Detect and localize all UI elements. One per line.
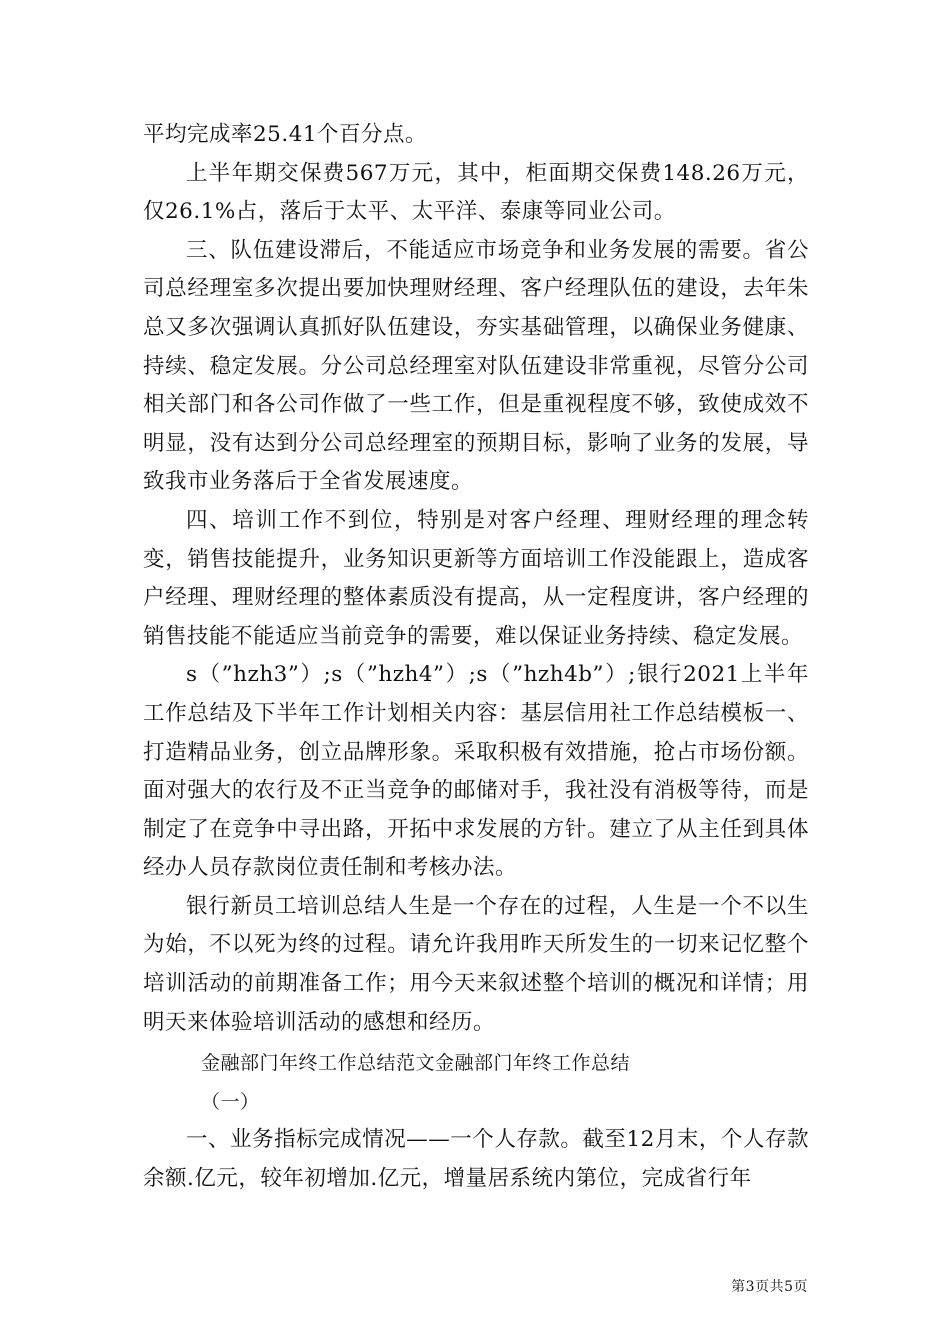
page-number: 第3页共5页 [731, 1279, 808, 1295]
section-heading: 金融部门年终工作总结范文金融部门年终工作总结 [201, 1052, 631, 1075]
section-subheading: （一） [201, 1090, 260, 1113]
paragraph-business-indicators: 一、业务指标完成情况——一个人存款。截至12月末，个人存款余额.亿元，较年初增加.亿元，增量居系统内第位，完成省行年 [143, 1127, 809, 1192]
paragraph-training: 四、培训工作不到位，特别是对客户经理、理财经理的理念转变，销售技能提升，业务知识更新等方面培训工作没能跟上，造成客户经理、理财经理的整体素质没有提高，从一定程度讲，客户经理的销售技能不能适应当前竞争的需要，难以保证业务持续、稳定发展。 [143, 507, 809, 649]
paragraph-premium: 上半年期交保费567万元，其中，柜面期交保费148.26万元，仅26.1%占，落后于太平、太平洋、泰康等同业公司。 [143, 160, 809, 225]
paragraph-new-employee: 银行新员工培训总结人生是一个存在的过程，人生是一个不以生为始，不以死为终的过程。请允许我用昨天所发生的一切来记忆整个培训活动的前期准备工作；用今天来叙述整个培训的概况和详情；用明天来体验培训活动的感想和经历。 [143, 893, 809, 1035]
paragraph-credit-union: s（”hzh3”）;s（”hzh4”）;s（”hzh4b”）;银行2021上半年工作总结及下半年工作计划相关内容：基层信用社工作总结模板一、打造精品业务，创立品牌形象。采取积极有效措施，抢占市场份额。面对强大的农行及不正当竞争的邮储对手，我社没有消极等待，而是制定了在竞争中寻出路，开拓中求发展的方针。建立了从主任到具体经办人员存款岗位责任制和考核办法。 [143, 662, 809, 881]
paragraph-team-building: 三、队伍建设滞后，不能适应市场竞争和业务发展的需要。省公司总经理室多次提出要加快理财经理、客户经理队伍的建设，去年朱总又多次强调认真抓好队伍建设，夯实基础管理，以确保业务健康、持续、稳定发展。分公司总经理室对队伍建设非常重视，尽管分公司相关部门和各公司作做了一些工作，但是重视程度不够，致使成效不明显，没有达到分公司总经理室的预期目标，影响了业务的发展，导致我市业务落后于全省发展速度。 [143, 237, 809, 495]
document-body [143, 116, 809, 1199]
paragraph-completion-rate: 平均完成率25.41个百分点。 [143, 122, 428, 147]
